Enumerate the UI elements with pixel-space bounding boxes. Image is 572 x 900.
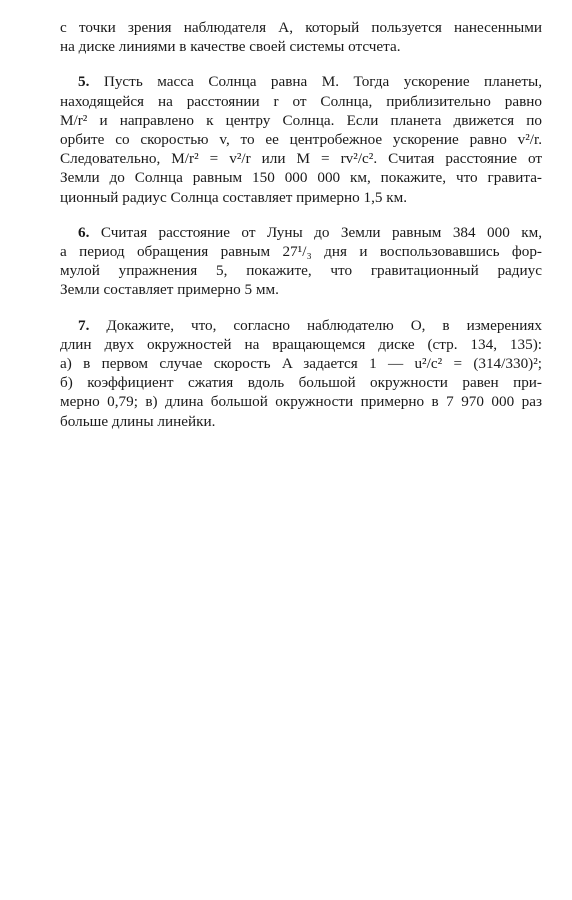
exercise-number: 6.	[78, 223, 90, 241]
text-line: 6. Считая расстояние от Луны до Земли равным 384 000 км,	[78, 223, 543, 241]
text-line: 7. Докажите, что, согласно наблюдателю O, в измерениях	[78, 316, 543, 334]
exercise-5	[60, 72, 542, 206]
exercise-7	[60, 316, 542, 431]
exercise-6	[60, 223, 542, 300]
text-line: M/r² и направлено к центру Солнца. Если планета движется по	[60, 111, 542, 129]
text-line: мулой упражнения 5, покажите, что гравитационный радиус	[60, 262, 542, 280]
document-page	[60, 18, 542, 431]
text-line: орбите со скоростью v, то ее центробежное ускорение равно v²/r.	[60, 131, 542, 149]
text-line: ционный радиус Солнца составляет примерно 1,5 км.	[60, 188, 408, 206]
text-line: на диске линиями в качестве своей системы отсчета.	[60, 38, 401, 56]
text-line: мерно 0,79; в) длина большой окружности примерно в 7 970 000 раз	[60, 393, 542, 411]
text-line: 5. Пусть масса Солнца равна M. Тогда ускорение планеты,	[78, 73, 542, 91]
paragraph-continuation	[60, 18, 542, 56]
text-line: Земли до Солнца равным 150 000 000 км, покажите, что гравита-	[60, 169, 542, 187]
text-line: больше длины линейки.	[60, 412, 216, 430]
text-line: находящейся на расстоянии r от Солнца, приблизительно равно	[60, 92, 542, 110]
text-line: а период обращения равным 27¹/₃ дня и воспользовавшись фор-	[60, 243, 542, 261]
exercise-number: 7.	[78, 316, 90, 334]
text-line: Следовательно, M/r² = v²/r или M = rv²/c². Считая расстояние от	[60, 150, 542, 168]
text-line: с точки зрения наблюдателя A, который пользуется нанесенными	[60, 19, 542, 36]
text-line: Земли составляет примерно 5 мм.	[60, 281, 279, 299]
text-line: длин двух окружностей на вращающемся диске (стр. 134, 135):	[60, 335, 542, 353]
text-line: а) в первом случае скорость A задается 1 — u²/c² = (314/330)²;	[60, 355, 542, 373]
exercise-number: 5.	[78, 73, 90, 91]
text-line: б) коэффициент сжатия вдоль большой окружности равен при-	[60, 374, 542, 392]
